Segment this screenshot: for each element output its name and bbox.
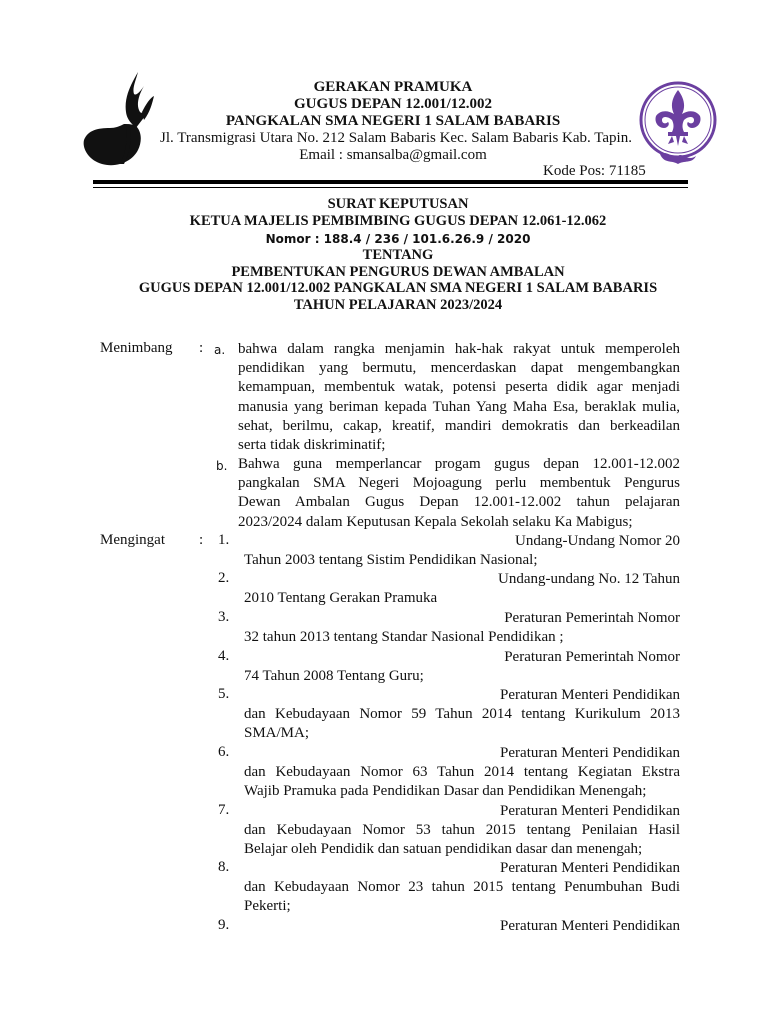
postal-code: Kode Pos: 71185: [543, 163, 646, 179]
mengingat-item-2: [244, 570, 680, 608]
mengingat-item-number: 6.: [218, 744, 230, 760]
gugus-depan: GUGUS DEPAN 12.001/12.002: [293, 96, 493, 112]
item-line: Wajib Pramuka pada Pendidikan Dasar dan Pendidikan Menengah;: [244, 783, 647, 800]
item-line: SMA/MA;: [244, 725, 310, 742]
decree-subject-3: TAHUN PELAJARAN 2023/2024: [293, 297, 503, 313]
item-first-line: Peraturan Menteri Pendidikan: [500, 803, 680, 819]
header-divider-thick: [93, 180, 688, 184]
text-line: manusia yang beriman kepada Tuhan Yang Maha Esa, beraklak mulia,: [238, 398, 680, 415]
decree-number: Nomor : 188.4 / 236 / 101.6.26.9 / 2020: [265, 232, 531, 246]
item-line: dan Kebudayaan Nomor 53 tahun 2015 tentang Penilaian Hasil: [244, 822, 680, 839]
mengingat-item-number: 5.: [218, 686, 230, 702]
decree-subject-1: PEMBENTUKAN PENGURUS DEWAN AMBALAN: [231, 264, 565, 280]
mengingat-item-number: 7.: [218, 802, 230, 818]
item-line: dan Kebudayaan Nomor 23 tahun 2015 tentang Penumbuhan Budi: [244, 879, 680, 896]
text-line: bahwa dalam rangka menjamin hak-hak rakyat untuk memperoleh: [238, 341, 680, 357]
text-line: serta tidak diskriminatif;: [238, 437, 386, 454]
item-line: Belajar oleh Pendidik dan satuan pendidikan dasar dan menengah;: [244, 841, 643, 858]
mengingat-item-7: [244, 802, 680, 860]
mengingat-item-4: [244, 648, 680, 686]
item-first-line: Undang-Undang Nomor 20: [515, 533, 680, 549]
menimbang-colon: :: [199, 340, 204, 356]
item-first-line: Undang-undang No. 12 Tahun: [498, 571, 680, 587]
item-first-line: Peraturan Pemerintah Nomor: [504, 649, 680, 665]
text-line: pendidikan yang bermutu, mencerdaskan dapat mengembangkan: [238, 360, 680, 377]
item-first-line: Peraturan Menteri Pendidikan: [500, 745, 680, 761]
item-line: 2010 Tentang Gerakan Pramuka: [244, 590, 438, 607]
mengingat-label: Mengingat: [100, 532, 165, 548]
address-line: Jl. Transmigrasi Utara No. 212 Salam Babaris Kec. Salam Babaris Kab. Tapin.: [160, 130, 632, 146]
mengingat-item-5: [244, 686, 680, 744]
mengingat-item-number: 4.: [218, 648, 230, 664]
item-line: dan Kebudayaan Nomor 59 Tahun 2014 tentang Kurikulum 2013: [244, 706, 680, 723]
email-line: Email : smansalba@gmail.com: [299, 147, 487, 163]
text-line: pangkalan SMA Negeri Mojoagung perlu membentuk Pengurus: [238, 475, 680, 492]
item-line: Tahun 2003 tentang Sistim Pendidikan Nasional;: [244, 552, 538, 569]
item-line: dan Kebudayaan Nomor 63 Tahun 2014 tentang Kegiatan Ekstra: [244, 764, 680, 781]
item-first-line: Peraturan Pemerintah Nomor: [504, 610, 680, 626]
header-divider-thin: [93, 187, 688, 188]
mengingat-item-number: 3.: [218, 609, 230, 625]
mengingat-item-number: 8.: [218, 859, 230, 875]
item-first-line: Peraturan Menteri Pendidikan: [500, 860, 680, 876]
mengingat-item-3: [244, 609, 680, 647]
item-first-line: Peraturan Menteri Pendidikan: [500, 687, 680, 703]
mengingat-item-1: [244, 532, 680, 570]
mengingat-item-number: 9.: [218, 917, 230, 933]
decree-about: TENTANG: [362, 247, 434, 263]
item-line: 32 tahun 2013 tentang Standar Nasional Pendidikan ;: [244, 629, 564, 646]
menimbang-a-marker: a.: [214, 343, 226, 357]
org-name: GERAKAN PRAMUKA: [313, 79, 473, 95]
text-line: sehat, berilmu, cakap, kreatif, mandiri demokratis dan berkeadilan: [238, 417, 680, 434]
mengingat-colon: :: [199, 532, 204, 548]
text-line: kemampuan, membentuk watak, potensi peserta didik agar menjadi: [238, 379, 680, 396]
pangkalan-name: PANGKALAN SMA NEGERI 1 SALAM BABARIS: [225, 113, 561, 129]
item-line: 74 Tahun 2008 Tentang Guru;: [244, 668, 424, 685]
item-line: Pekerti;: [244, 898, 291, 915]
mengingat-item-9: [244, 917, 680, 936]
menimbang-b-marker: b.: [216, 459, 228, 473]
text-line: 2023/2024 dalam Keputusan Kepala Sekolah selaku Ka Mabigus;: [238, 513, 633, 530]
decree-subject-2: GUGUS DEPAN 12.001/12.002 PANGKALAN SMA NEGERI 1 SALAM BABARIS: [138, 280, 658, 296]
menimbang-b-text: [238, 455, 680, 532]
item-first-line: Peraturan Menteri Pendidikan: [500, 918, 680, 934]
mengingat-item-number: 1.: [218, 532, 230, 548]
decree-title: SURAT KEPUTUSAN: [327, 196, 469, 212]
mengingat-item-8: [244, 859, 680, 917]
decree-issuer: KETUA MAJELIS PEMBIMBING GUGUS DEPAN 12.061-12.062: [189, 213, 607, 229]
menimbang-a-text: [238, 340, 680, 455]
mengingat-item-6: [244, 744, 680, 802]
text-line: Dewan Ambalan Gugus Depan 12.001-12.002 tahun pelajaran: [238, 494, 680, 511]
menimbang-label: Menimbang: [100, 340, 173, 356]
text-line: Bahwa guna memperlancar progam gugus depan 12.001-12.002: [238, 456, 680, 472]
mengingat-item-number: 2.: [218, 570, 230, 586]
